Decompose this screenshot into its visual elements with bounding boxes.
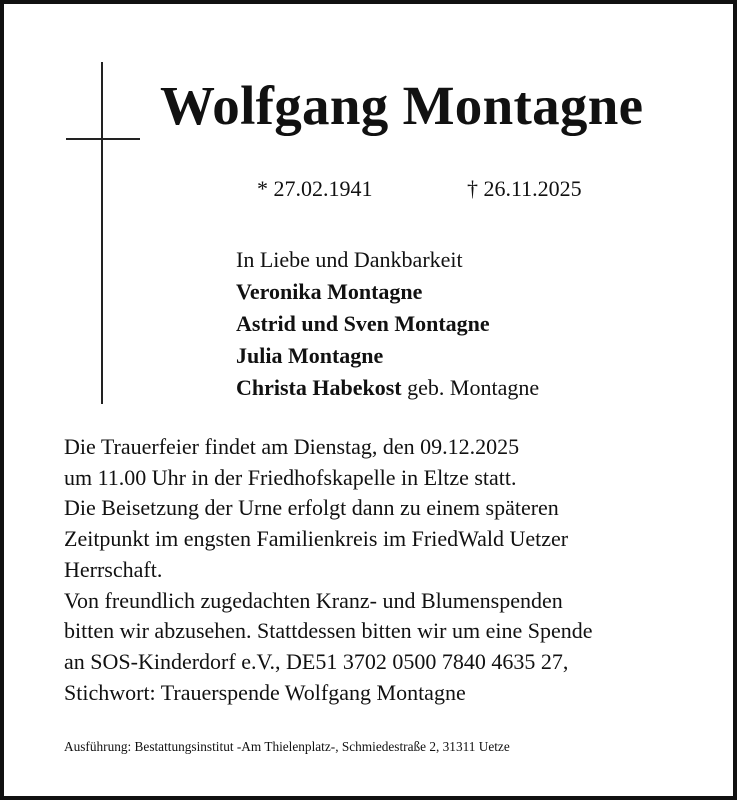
funeral-home-footer: Ausführung: Bestattungsinstitut -Am Thielenplatz-, Schmiedestraße 2, 31311 Uetze xyxy=(64,739,510,754)
cross-crossbar xyxy=(66,138,140,140)
mourner-line xyxy=(236,372,539,404)
birth-date: * 27.02.1941 xyxy=(257,176,373,201)
mourners-block xyxy=(236,244,539,404)
mourners-intro: In Liebe und Dankbarkeit xyxy=(236,247,463,272)
details-line: an SOS-Kinderdorf e.V., DE51 3702 0500 7840 4635 27, xyxy=(64,648,569,674)
cross-icon xyxy=(101,62,103,404)
mourner-name: Julia Montagne xyxy=(236,343,384,368)
details-line: Die Trauerfeier findet am Dienstag, den 09.12.2025 xyxy=(64,434,520,459)
death-date: † 26.11.2025 xyxy=(467,176,582,201)
deceased-name: Wolfgang Montagne xyxy=(160,75,644,136)
details-line: Herrschaft. xyxy=(64,556,163,582)
mourner-name: Christa Habekost xyxy=(236,375,402,400)
details-line: bitten wir abzusehen. Stattdessen bitten wir um eine Spende xyxy=(64,618,593,644)
mourner-maiden-name: geb. Montagne xyxy=(401,375,540,400)
details-line: Zeitpunkt im engsten Familienkreis im FriedWald Uetzer xyxy=(64,526,569,552)
funeral-details xyxy=(64,432,714,708)
details-line: Stichwort: Trauerspende Wolfgang Montagne xyxy=(64,679,466,705)
details-line: Von freundlich zugedachten Kranz- und Blumenspenden xyxy=(64,587,563,613)
details-line: um 11.00 Uhr in der Friedhofskapelle in Eltze statt. xyxy=(64,464,517,490)
details-line: Die Beisetzung der Urne erfolgt dann zu einem späteren xyxy=(64,495,559,521)
mourner-name: Veronika Montagne xyxy=(236,279,423,304)
mourner-name: Astrid und Sven Montagne xyxy=(236,311,490,336)
